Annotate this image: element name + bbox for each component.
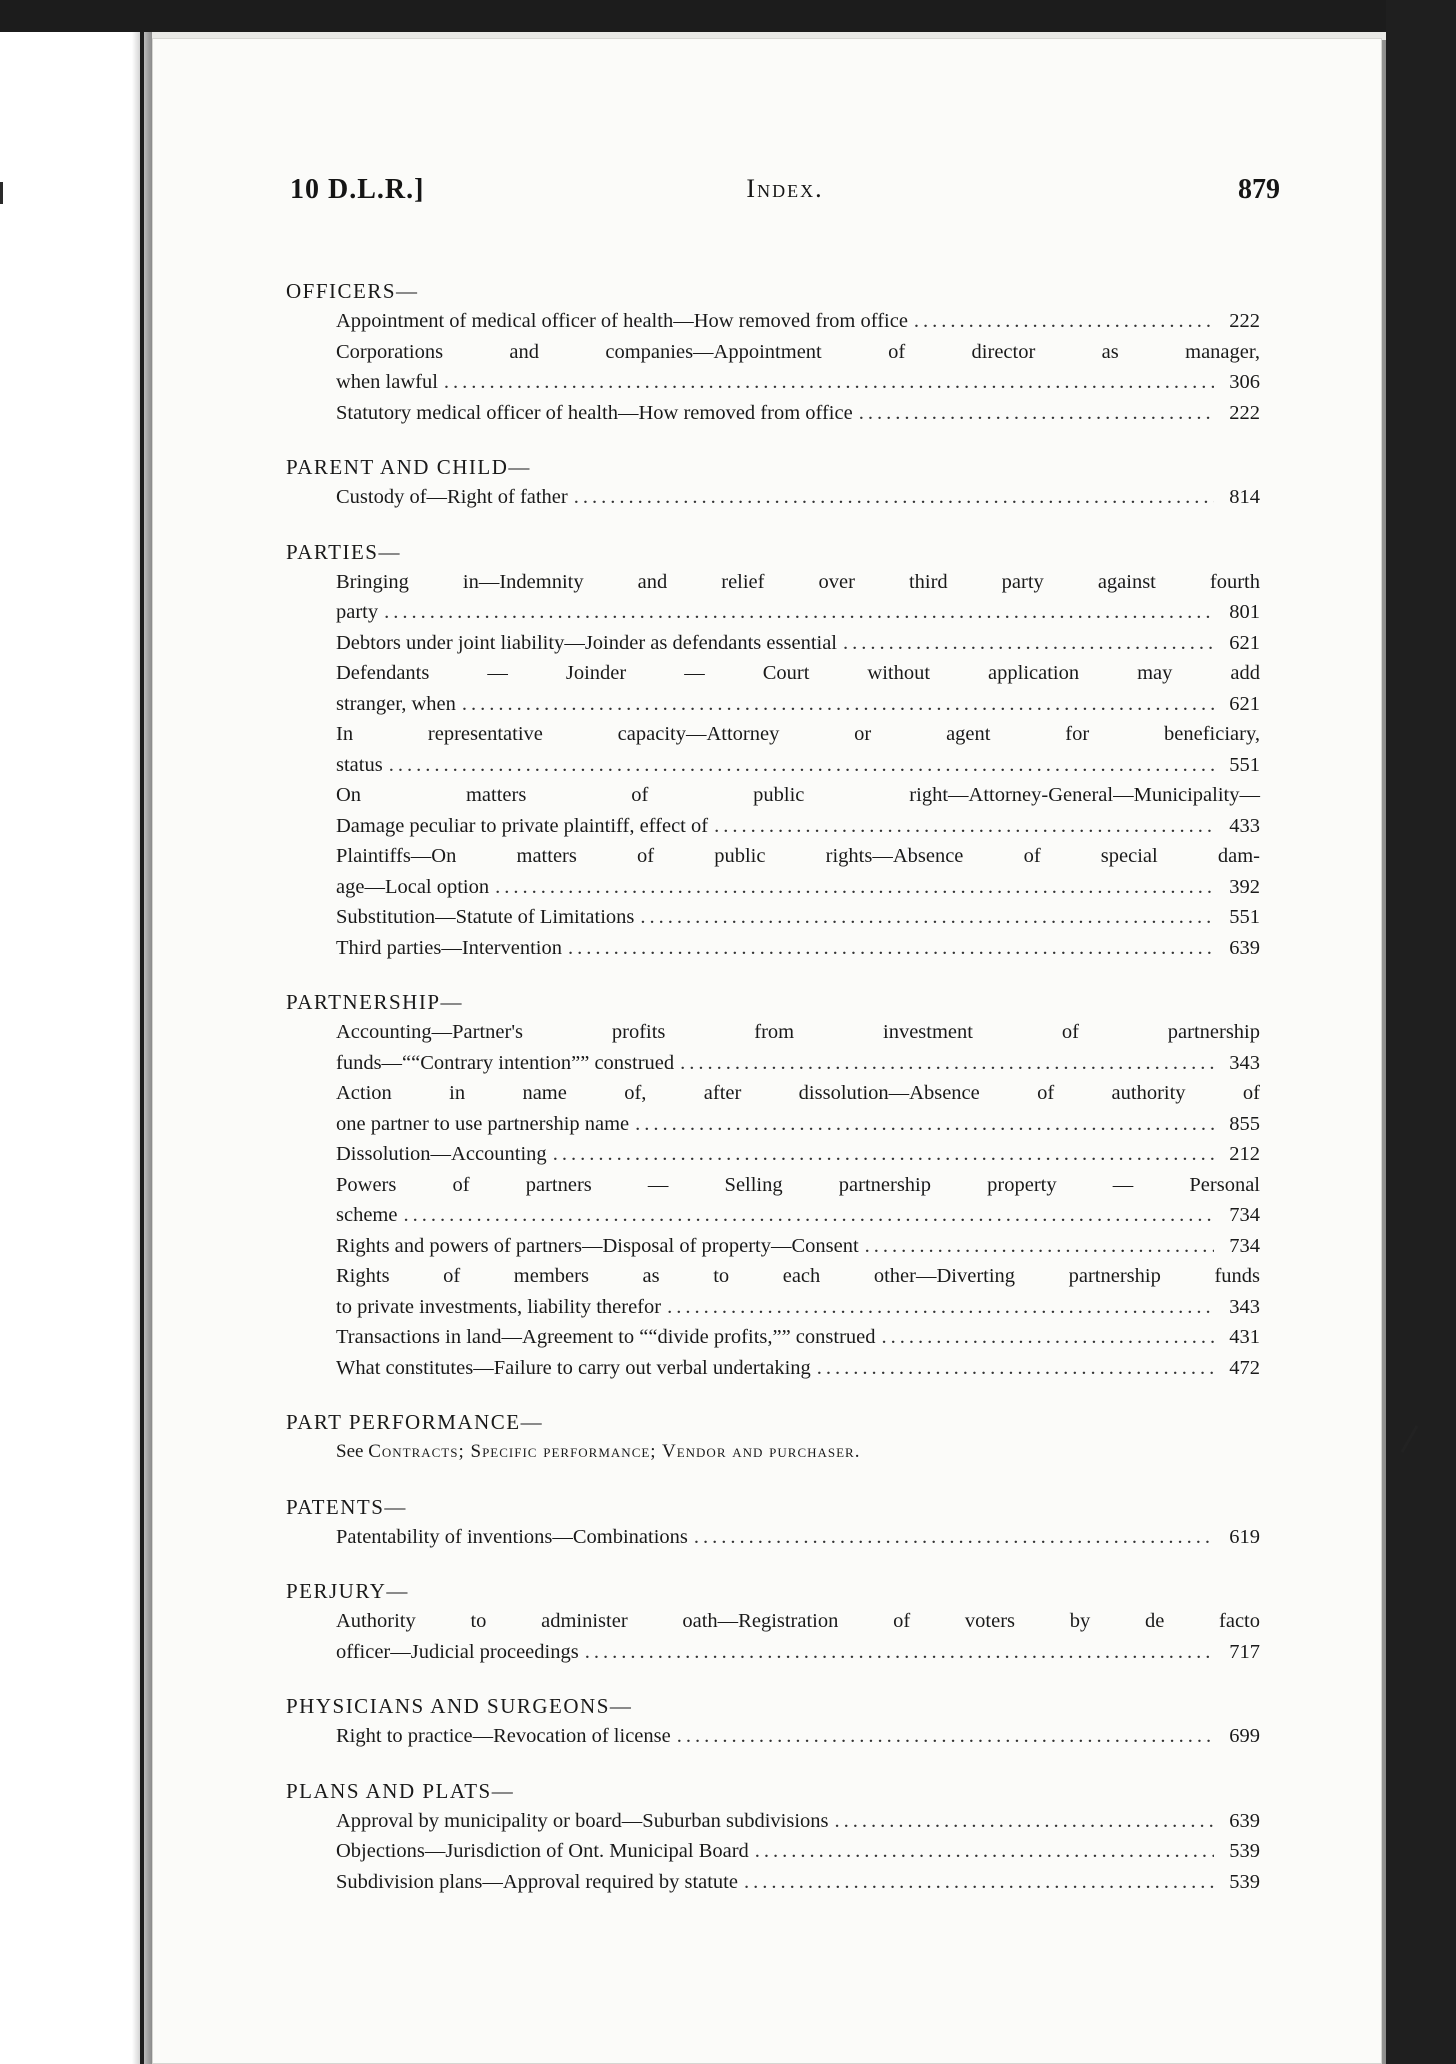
section-heading: PLANS AND PLATS— <box>286 1778 515 1803</box>
index-section <box>286 1776 1260 1898</box>
entry-text-line: On matters of public right—Attorney-General—Municipality— <box>336 784 1260 806</box>
dot-leader <box>553 1139 1214 1170</box>
dot-leader <box>574 482 1214 513</box>
entry-text: What constitutes—Failure to carry out verbal undertaking <box>336 1356 811 1379</box>
entry-text-line: Rights of members as to each other—Diverting partnership funds <box>336 1265 1260 1287</box>
index-entry <box>336 1836 1260 1867</box>
page-number: 879 <box>1238 174 1280 205</box>
section-heading: PART PERFORMANCE— <box>286 1410 544 1434</box>
entry-text-line: Corporations and companies—Appointment of director as manager, <box>336 340 1260 363</box>
entry-page-ref: 392 <box>1229 875 1260 898</box>
index-entry <box>336 1170 1260 1231</box>
dot-leader <box>755 1836 1214 1867</box>
entry-final-line <box>336 1522 1260 1553</box>
entry-final-line <box>336 367 1260 398</box>
dot-leader <box>677 1721 1214 1752</box>
index-entry <box>336 628 1260 659</box>
index-entry <box>336 933 1260 964</box>
entry-page-ref: 431 <box>1229 1326 1260 1348</box>
index-section <box>286 1691 1260 1752</box>
index-entry <box>336 337 1260 398</box>
entry-final-line <box>336 689 1260 720</box>
dot-leader <box>444 367 1214 398</box>
entry-final-line <box>336 902 1260 933</box>
entry-text: Third parties—Intervention <box>336 936 563 959</box>
dot-leader <box>694 1522 1214 1553</box>
entry-final-line <box>336 811 1260 842</box>
entry-text: Appointment of medical officer of health—How removed from office <box>336 310 908 332</box>
scan-mark <box>0 182 3 204</box>
scan-border-top <box>0 0 1456 32</box>
entry-final-line <box>336 750 1260 781</box>
entry-text: Patentability of inventions—Combinations <box>336 1525 688 1548</box>
index-entry <box>336 1017 1260 1078</box>
entry-text-line: In representative capacity—Attorney or agent for beneficiary, <box>336 723 1260 745</box>
index-entry <box>336 658 1260 719</box>
entry-text: Transactions in land—Agreement to ““divide profits,”” construed <box>336 1326 876 1348</box>
scan-background-left <box>0 0 152 2064</box>
entry-text: funds—““Contrary intention”” construed <box>336 1051 675 1074</box>
entry-final-line <box>336 872 1260 903</box>
section-heading: PARTIES— <box>286 539 401 564</box>
entry-page-ref: 621 <box>1229 692 1260 715</box>
index-entry <box>336 1231 1260 1262</box>
entry-text: one partner to use partnership name <box>336 1112 630 1135</box>
dot-leader <box>680 1048 1214 1079</box>
entry-text: Dissolution—Accounting <box>336 1143 547 1165</box>
dot-leader <box>744 1867 1214 1898</box>
index-entry <box>336 567 1260 628</box>
index-entry <box>336 719 1260 780</box>
entry-page-ref: 539 <box>1229 1870 1260 1893</box>
entry-page-ref: 619 <box>1229 1525 1260 1548</box>
index-list <box>286 276 1260 1921</box>
entry-text: when lawful <box>336 371 438 393</box>
entry-text: Approval by municipality or board—Suburban subdivisions <box>336 1809 829 1832</box>
dot-leader <box>585 1637 1214 1668</box>
see-refs: Contracts; Specific performance; Vendor and purchaser. <box>368 1441 861 1462</box>
index-section <box>286 1576 1260 1667</box>
scan-border-right <box>1386 0 1456 2064</box>
entry-final-line <box>336 1806 1260 1837</box>
index-entry <box>336 1867 1260 1898</box>
entry-text: Statutory medical officer of health—How removed from office <box>336 401 853 424</box>
entry-text-line: Plaintiffs—On matters of public rights—Absence of special dam- <box>336 845 1260 867</box>
page-title: Index. <box>746 174 824 203</box>
entry-text: Rights and powers of partners—Disposal of property—Consent <box>336 1234 859 1257</box>
entry-page-ref: 801 <box>1229 601 1260 623</box>
entry-final-line <box>336 1721 1260 1752</box>
book-spine-line <box>140 30 144 2064</box>
entry-page-ref: 539 <box>1229 1840 1260 1862</box>
dot-leader <box>495 872 1214 903</box>
index-entry <box>336 398 1260 429</box>
index-entry <box>336 1078 1260 1139</box>
entry-page-ref: 814 <box>1229 486 1260 508</box>
see-prefix: See <box>336 1441 364 1462</box>
dot-leader <box>859 398 1214 429</box>
dot-leader <box>865 1231 1214 1262</box>
entry-final-line <box>336 1637 1260 1668</box>
dot-leader <box>640 902 1214 933</box>
entry-page-ref: 222 <box>1229 401 1260 424</box>
index-section <box>286 452 1260 513</box>
dot-leader <box>882 1322 1214 1353</box>
entry-page-ref: 551 <box>1229 906 1260 928</box>
index-entry <box>336 841 1260 902</box>
entry-text-line: Powers of partners — Selling partnership property — Personal <box>336 1173 1260 1196</box>
entry-text: Objections—Jurisdiction of Ont. Municipal Board <box>336 1840 749 1862</box>
index-entry <box>336 1261 1260 1322</box>
dot-leader <box>635 1109 1214 1140</box>
dot-leader <box>667 1292 1214 1323</box>
entry-page-ref: 734 <box>1229 1204 1260 1226</box>
entry-page-ref: 699 <box>1229 1725 1260 1747</box>
index-entry <box>336 1806 1260 1837</box>
dot-leader <box>568 933 1214 964</box>
entry-page-ref: 343 <box>1229 1051 1260 1074</box>
entry-text: Debtors under joint liability—Joinder as defendants essential <box>336 631 837 654</box>
dot-leader <box>462 689 1214 720</box>
entry-page-ref: 551 <box>1229 753 1260 776</box>
dot-leader <box>389 750 1214 781</box>
entry-final-line <box>336 1048 1260 1079</box>
entry-final-line <box>336 1836 1260 1867</box>
volume-label: 10 D.L.R.] <box>290 174 425 205</box>
entry-text-line: Authority to administer oath—Registration of voters by de facto <box>336 1610 1260 1632</box>
index-entry <box>336 1721 1260 1752</box>
dot-leader <box>914 306 1214 337</box>
index-section <box>286 537 1260 964</box>
entry-text: officer—Judicial proceedings <box>336 1640 579 1663</box>
entry-text: Damage peculiar to private plaintiff, effect of <box>336 814 709 837</box>
entry-page-ref: 433 <box>1229 814 1260 837</box>
entry-text: Subdivision plans—Approval required by statute <box>336 1870 738 1893</box>
entry-text: Right to practice—Revocation of license <box>336 1725 671 1747</box>
index-entry <box>336 1353 1260 1384</box>
entry-text: age—Local option <box>336 875 490 898</box>
index-entry <box>336 1139 1260 1170</box>
dot-leader <box>403 1200 1214 1231</box>
section-heading: PARENT AND CHILD— <box>286 455 531 479</box>
section-heading: PARTNERSHIP— <box>286 990 464 1014</box>
entry-final-line <box>336 1200 1260 1231</box>
index-entry <box>336 1606 1260 1667</box>
entry-final-line <box>336 628 1260 659</box>
entry-final-line <box>336 597 1260 628</box>
entry-text: status <box>336 753 383 776</box>
entry-page-ref: 621 <box>1229 631 1260 654</box>
running-header <box>290 174 1280 214</box>
entry-page-ref: 306 <box>1229 371 1260 393</box>
entry-text: Substitution—Statute of Limitations <box>336 906 635 928</box>
dot-leader <box>843 628 1214 659</box>
entry-page-ref: 212 <box>1229 1143 1260 1165</box>
index-entry <box>336 780 1260 841</box>
entry-text: party <box>336 601 379 623</box>
entry-page-ref: 639 <box>1229 1809 1260 1832</box>
section-heading: OFFICERS— <box>286 279 419 303</box>
entry-text: scheme <box>336 1204 398 1226</box>
index-entry <box>336 1322 1260 1353</box>
index-section <box>286 987 1260 1383</box>
entry-text-line: Bringing in—Indemnity and relief over third party against fourth <box>336 570 1260 593</box>
entry-final-line <box>336 1353 1260 1384</box>
index-entry <box>336 306 1260 337</box>
index-entry <box>336 1522 1260 1553</box>
dot-leader <box>835 1806 1214 1837</box>
dot-leader <box>384 597 1214 628</box>
entry-text: stranger, when <box>336 692 456 715</box>
dot-leader <box>714 811 1214 842</box>
entry-final-line <box>336 933 1260 964</box>
book-page <box>152 38 1382 2064</box>
entry-final-line <box>336 1231 1260 1262</box>
entry-text-line: Defendants — Joinder — Court without application may add <box>336 662 1260 684</box>
entry-page-ref: 222 <box>1229 310 1260 332</box>
entry-text-line: Accounting—Partner's profits from investment of partnership <box>336 1021 1260 1043</box>
index-entry <box>336 902 1260 933</box>
see-reference <box>336 1437 1260 1468</box>
section-heading: PHYSICIANS AND SURGEONS— <box>286 1694 633 1718</box>
entry-page-ref: 734 <box>1229 1234 1260 1257</box>
section-heading: PATENTS— <box>286 1494 407 1519</box>
entry-final-line <box>336 1139 1260 1170</box>
entry-final-line <box>336 398 1260 429</box>
entry-page-ref: 343 <box>1229 1295 1260 1318</box>
entry-final-line <box>336 306 1260 337</box>
section-heading: PERJURY— <box>286 1579 409 1603</box>
index-entry <box>336 482 1260 513</box>
index-section <box>286 1407 1260 1468</box>
entry-page-ref: 717 <box>1229 1640 1260 1663</box>
entry-text: Custody of—Right of father <box>336 486 568 508</box>
entry-final-line <box>336 482 1260 513</box>
entry-text-line: Action in name of, after dissolution—Absence of authority of <box>336 1082 1260 1104</box>
entry-final-line <box>336 1109 1260 1140</box>
entry-text: to private investments, liability therefor <box>336 1295 662 1318</box>
entry-final-line <box>336 1292 1260 1323</box>
index-section <box>286 276 1260 428</box>
entry-page-ref: 472 <box>1229 1356 1260 1379</box>
index-section <box>286 1492 1260 1553</box>
entry-page-ref: 639 <box>1229 936 1260 959</box>
entry-final-line <box>336 1322 1260 1353</box>
entry-final-line <box>336 1867 1260 1898</box>
dot-leader <box>817 1353 1214 1384</box>
entry-page-ref: 855 <box>1229 1112 1260 1135</box>
